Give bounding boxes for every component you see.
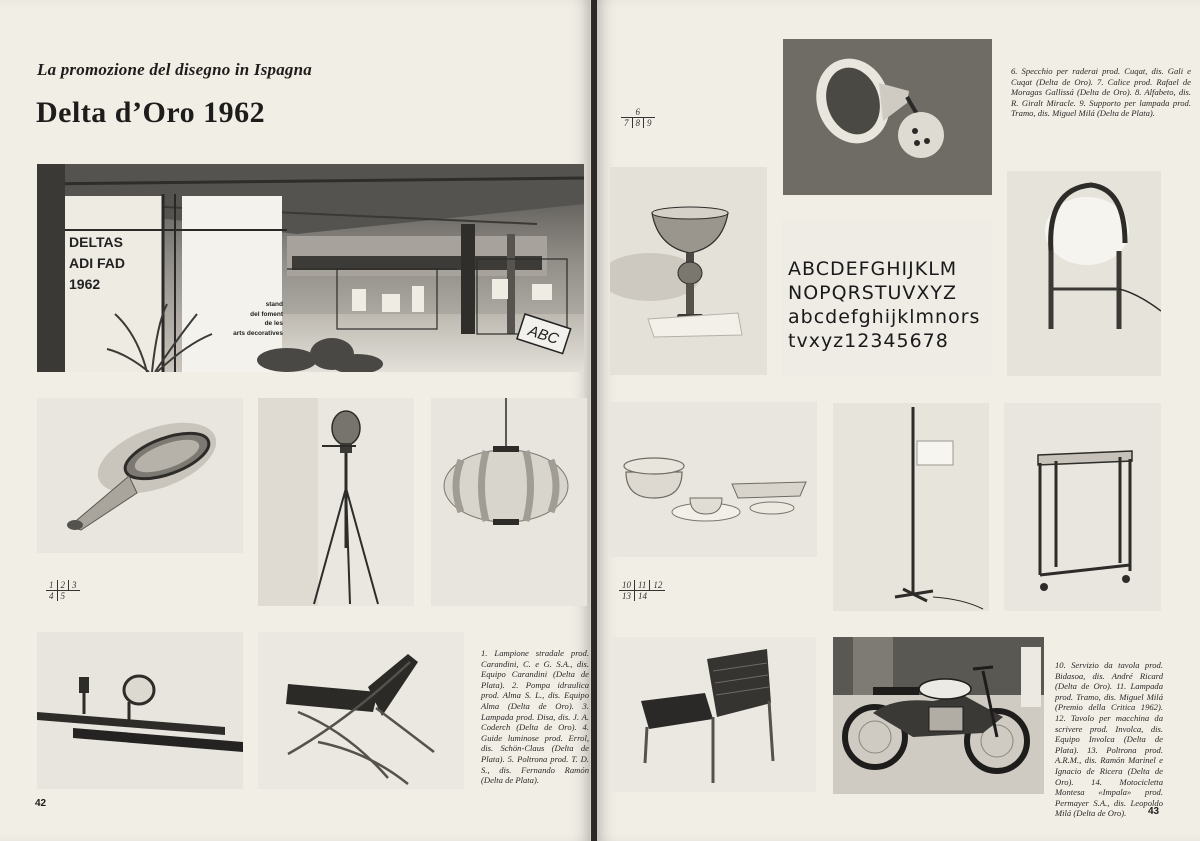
figure-key-cell: 5 xyxy=(57,591,69,601)
display-board-sign: ABC xyxy=(526,322,561,349)
armchair-photo xyxy=(258,632,464,789)
figure-key-cell: 10 xyxy=(622,580,631,590)
alphabet-line-3: abcdefghijklmnors xyxy=(788,306,981,328)
light-rails-photo xyxy=(37,632,243,789)
alphabet-line-2: NOPQRSTUVXYZ xyxy=(788,282,957,304)
alphabet-photo xyxy=(781,221,992,376)
typewriter-table-photo xyxy=(1004,403,1161,611)
page-number-right: 43 xyxy=(1148,806,1160,817)
stand-label-line-2: del foment xyxy=(250,310,283,318)
stand-sign-line-2: ADI FAD xyxy=(69,255,125,271)
figure-key-cell: 9 xyxy=(643,118,655,128)
right-page xyxy=(597,0,1200,841)
pendant-lamp-photo xyxy=(431,398,587,606)
figure-caption-6-9: 6. Specchio per raderai prod. Cuqat, dis. Gali e Cuqat (Delta de Oro). 7. Calice prod. Rafael de Moragas Gallissá (Delta de Oro). 8. Alfabeto, dis. R. Giralt Miracle. 9. Supporto per lampada prod. Tramo, dis. Miguel Milá (Delta de Plata). xyxy=(1011,66,1191,119)
hydraulic-pump-photo xyxy=(258,398,414,606)
alphabet-line-1: ABCDEFGHIJKLM xyxy=(788,258,958,280)
stand-label-line-4: arts decoratives xyxy=(233,329,283,337)
figure-key-cell: 7 xyxy=(624,118,629,128)
figure-key-cell: 8 xyxy=(632,118,644,128)
floor-lamp-photo xyxy=(833,403,989,611)
stand-label-line-1: stand xyxy=(265,301,283,308)
exhibition-stand-photo xyxy=(37,164,584,372)
figure-key-10-14 xyxy=(619,580,665,601)
figure-key-cell: 14 xyxy=(634,591,650,601)
figure-caption-10-14: 10. Servizio da tavola prod. Bidasoa, dis. André Ricard (Delta de Oro). 11. Lampada prod. Tramo, dis. Miguel Milá (Premio della Critica 1962). 12. Tavolo per macchina da scrivere prod. Involca, dis. Equipo Involca (Delta de Plata). 13. Poltrona prod. A.R.M., dis. Ramón Marinel e Ignacio de Ricera (Delta de Oro). 14. Motocicletta Montesa «Impala» prod. Permayer S.A., dis. Leopoldo Milá (Delta de Oro). xyxy=(1055,660,1163,819)
left-page xyxy=(0,0,591,841)
figure-key-cell: 4 xyxy=(49,591,54,601)
figure-key-cell: 11 xyxy=(634,580,649,590)
article-kicker: La promozione del disegno in Ispagna xyxy=(37,60,312,79)
stand-sign-line-3: 1962 xyxy=(69,276,101,292)
stand-label-line-3: de les xyxy=(264,320,283,327)
street-lamp-photo xyxy=(37,398,243,553)
figure-key-6-9 xyxy=(621,107,655,128)
shaving-mirror-photo xyxy=(783,39,992,195)
alphabet-line-4: tvxyz12345678 xyxy=(788,330,949,352)
woven-armchair-photo xyxy=(609,637,816,792)
figure-key-cell: 12 xyxy=(649,580,665,590)
lamp-support-photo xyxy=(1007,171,1161,376)
figure-key-cell: 3 xyxy=(68,580,80,590)
chalice-photo xyxy=(610,167,767,375)
figure-key-1-5 xyxy=(46,580,80,601)
figure-caption-1-5: 1. Lampione stradale prod. Carandini, C. e G. S.A., dis. Equipo Carandini (Delta de Plata). 2. Pompa idraulica prod. Alma S. L., dis. Equipo Alma (Delta de Oro). 3. Lampada prod. Disa, dis. J. A. Coderch (Delta de Oro). 4. Guide luminose prod. Errol, dis. Schön-Claus (Delta de Plata). 5. Poltrona prod. T. D. S., dis. Fernando Ramón (Delta de Plata). xyxy=(481,648,589,786)
figure-key-cell: 2 xyxy=(57,580,69,590)
article-title: Delta d’Oro 1962 xyxy=(36,96,266,129)
figure-key-cell: 6 xyxy=(635,107,640,117)
figure-key-cell: 1 xyxy=(49,580,54,590)
tableware-photo xyxy=(610,402,817,557)
stand-sign-line-1: DELTAS xyxy=(69,234,123,250)
motorcycle-photo xyxy=(833,637,1044,794)
figure-key-cell: 13 xyxy=(622,591,631,601)
page-number-left: 42 xyxy=(35,798,47,809)
